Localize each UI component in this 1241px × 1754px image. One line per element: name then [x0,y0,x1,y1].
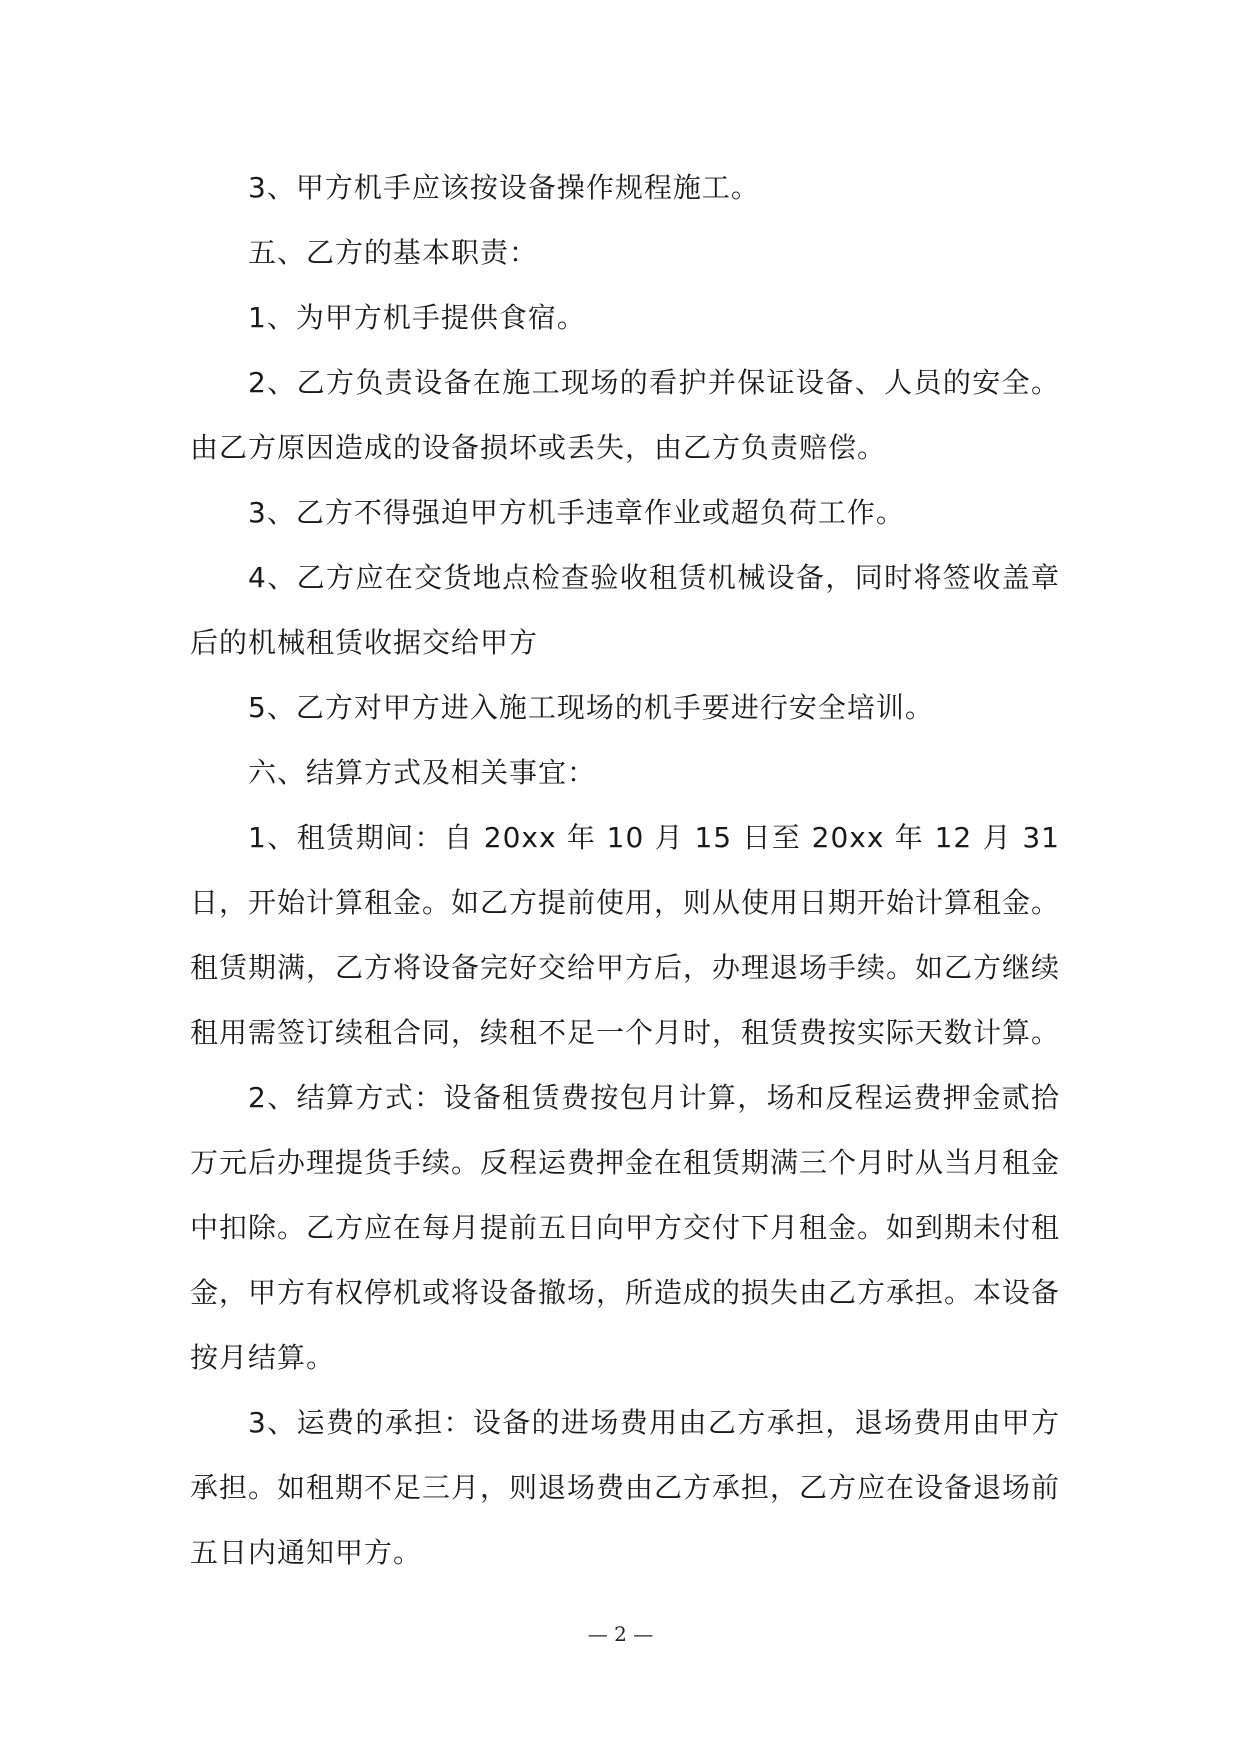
paragraph-clause-6-2: 2、结算方式：设备租赁费按包月计算，场和反程运费押金贰拾万元后办理提货手续。反程运费押金在租赁期满三个月时从当月租金中扣除。乙方应在每月提前五日向甲方交付下月租金。如到期未付租金，甲方有权停机或将设备撤场，所造成的损失由乙方承担。本设备按月结算。 [190,1081,1061,1374]
paragraph-clause-6-3: 3、运费的承担：设备的进场费用由乙方承担，退场费用由甲方承担。如租期不足三月，则退场费由乙方承担，乙方应在设备退场前五日内通知甲方。 [190,1406,1061,1569]
paragraph-clause-4-3: 3、甲方机手应该按设备操作规程施工。 [248,171,760,204]
heading-section-6: 六、结算方式及相关事宜： [248,756,597,789]
paragraph-clause-5-4: 4、乙方应在交货地点检查验收租赁机械设备，同时将签收盖章后的机械租赁收据交给甲方 [190,561,1060,659]
paragraph-clause-6-1: 1、租赁期间：自 20xx 年 10 月 15 日至 20xx 年 12 月 31 日，开始计算租金。如乙方提前使用，则从使用日期开始计算租金。租赁期满，乙方将设备完好交给甲方后，办理退场手续。如乙方继续租用需签订续租合同，续租不足一个月时，租赁费按实际天数计算。 [190,821,1061,1049]
document-body [190,155,1060,1585]
paragraph-clause-5-5: 5、乙方对甲方进入施工现场的机手要进行安全培训。 [248,691,934,724]
paragraph-clause-5-3: 3、乙方不得强迫甲方机手违章作业或超负荷工作。 [248,496,905,529]
paragraph-clause-5-2: 2、乙方负责设备在施工现场的看护并保证设备、人员的安全。由乙方原因造成的设备损坏或丢失，由乙方负责赔偿。 [190,366,1060,464]
heading-section-5: 五、乙方的基本职责： [248,236,539,269]
paragraph-clause-5-1: 1、为甲方机手提供食宿。 [248,301,586,334]
page-number: — 2 — [587,1622,654,1646]
